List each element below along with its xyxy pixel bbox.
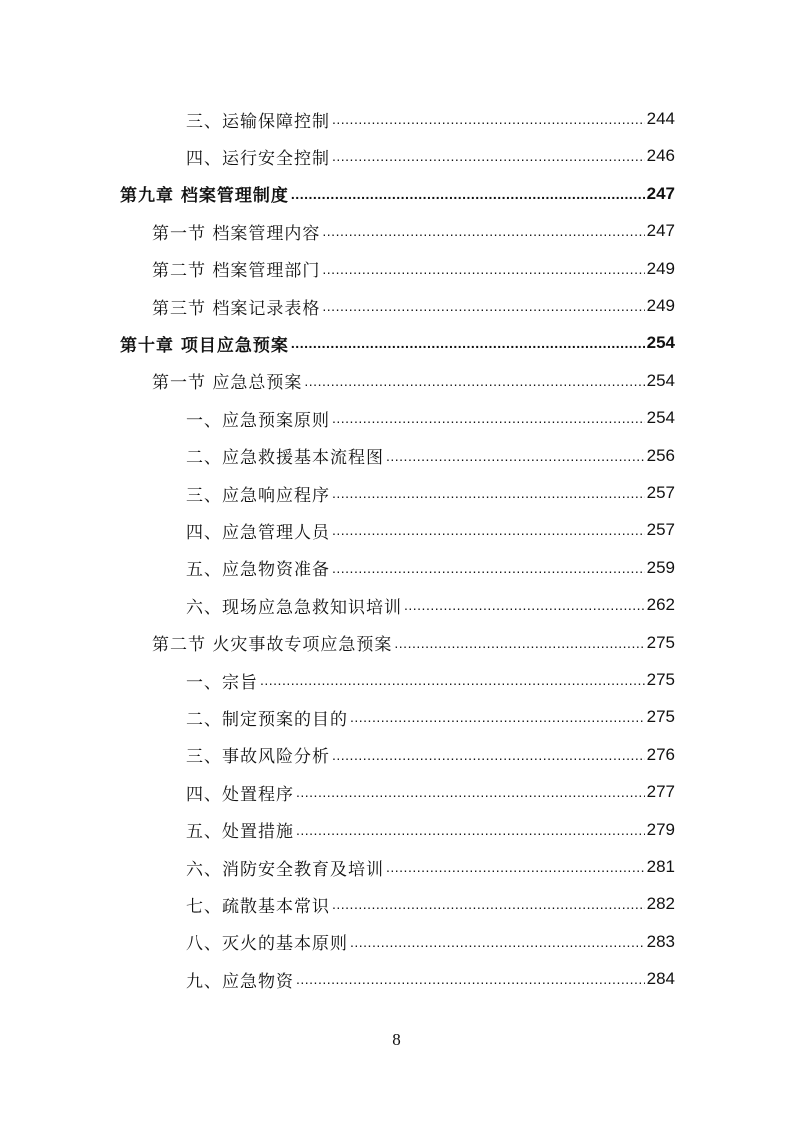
toc-subsection-entry[interactable]	[186, 517, 675, 543]
toc-entry-page: 283	[646, 931, 675, 951]
dot-leader	[332, 148, 645, 164]
toc-entry-title: 第二节 档案管理部门	[152, 261, 321, 282]
toc-subsection-entry[interactable]	[186, 779, 675, 805]
toc-entry-page: 279	[646, 819, 675, 839]
toc-subsection-entry[interactable]	[186, 966, 675, 992]
toc-section-entry[interactable]	[152, 218, 675, 244]
toc-entry-page: 254	[646, 370, 675, 390]
toc-entry-page: 276	[646, 744, 675, 764]
toc-entry-title: 八、灭火的基本原则	[186, 934, 348, 955]
dot-leader	[332, 410, 645, 426]
dot-leader	[386, 448, 645, 464]
toc-chapter-entry[interactable]	[120, 330, 675, 356]
toc-entry-title: 七、疏散基本常识	[186, 896, 330, 917]
toc-entry-page: 249	[646, 258, 675, 278]
dot-leader	[291, 335, 645, 351]
toc-entry-page: 275	[646, 670, 675, 689]
toc-subsection-entry[interactable]	[186, 443, 675, 469]
toc-entry-title: 四、处置程序	[186, 784, 294, 805]
toc-subsection-entry[interactable]	[186, 405, 675, 431]
toc-entry-title: 第九章 档案管理制度	[120, 186, 289, 207]
toc-entry-title: 三、事故风险分析	[186, 747, 330, 768]
toc-section-entry[interactable]	[152, 368, 675, 394]
toc-entry-title: 三、运输保障控制	[186, 111, 330, 132]
toc-entry-page: 254	[646, 408, 675, 428]
dot-leader	[332, 560, 645, 576]
toc-section-entry[interactable]	[152, 630, 675, 656]
toc-entry-title: 九、应急物资	[186, 971, 294, 992]
toc-subsection-entry[interactable]	[186, 592, 675, 618]
toc-subsection-entry[interactable]	[186, 667, 675, 693]
dot-leader	[304, 373, 644, 389]
dot-leader	[350, 709, 645, 725]
page-number: 8	[392, 1030, 401, 1049]
toc-subsection-entry[interactable]	[186, 817, 675, 843]
toc-entry-title: 一、宗旨	[186, 672, 258, 693]
toc-chapter-entry[interactable]	[120, 181, 675, 207]
dot-leader	[296, 822, 645, 838]
toc-entry-title: 四、应急管理人员	[186, 522, 330, 543]
toc-subsection-entry[interactable]	[186, 106, 675, 132]
dot-leader	[394, 635, 644, 651]
toc-entry-page: 277	[646, 782, 675, 802]
toc-entry-title: 六、消防安全教育及培训	[186, 859, 384, 880]
toc-subsection-entry[interactable]	[186, 143, 675, 169]
dot-leader	[291, 186, 645, 202]
toc-subsection-entry[interactable]	[186, 929, 675, 955]
toc-entry-title: 第三节 档案记录表格	[152, 298, 321, 319]
toc-entry-page: 259	[646, 557, 675, 577]
toc-entry-page: 275	[646, 632, 675, 652]
toc-subsection-entry[interactable]	[186, 480, 675, 506]
dot-leader	[332, 522, 645, 538]
toc-section-entry[interactable]	[152, 293, 675, 319]
dot-leader	[260, 672, 645, 688]
toc-entry-page: 257	[646, 520, 675, 540]
toc-entry-page: 262	[646, 595, 675, 615]
toc-entry-page: 257	[646, 483, 675, 502]
toc-subsection-entry[interactable]	[186, 555, 675, 581]
toc-entry-page: 284	[646, 969, 675, 989]
toc-entry-title: 第二节 火灾事故专项应急预案	[152, 635, 393, 656]
dot-leader	[322, 223, 644, 239]
dot-leader	[404, 597, 645, 613]
toc-section-entry[interactable]	[152, 256, 675, 282]
dot-leader	[350, 934, 645, 950]
toc-entry-page: 275	[646, 707, 675, 727]
toc-entry-page: 246	[646, 146, 675, 166]
toc-subsection-entry[interactable]	[186, 742, 675, 768]
toc-entry-title: 第十章 项目应急预案	[120, 335, 289, 356]
toc-entry-page: 256	[646, 445, 675, 465]
toc-subsection-entry[interactable]	[186, 854, 675, 880]
toc-entry-title: 四、运行安全控制	[186, 148, 330, 169]
toc-entry-title: 二、应急救援基本流程图	[186, 448, 384, 469]
toc-entry-title: 第一节 应急总预案	[152, 373, 303, 394]
toc-entry-title: 六、现场应急急救知识培训	[186, 597, 402, 618]
toc-entry-page: 247	[646, 221, 675, 241]
toc-entry-title: 三、应急响应程序	[186, 485, 330, 506]
dot-leader	[322, 261, 644, 277]
toc-entry-page: 244	[646, 109, 675, 128]
toc-subsection-entry[interactable]	[186, 891, 675, 917]
dot-leader	[332, 747, 645, 763]
toc-entry-page: 249	[646, 296, 675, 315]
dot-leader	[332, 485, 645, 501]
dot-leader	[296, 784, 645, 800]
toc-entry-page: 281	[646, 857, 675, 876]
toc-entry-title: 五、处置措施	[186, 822, 294, 843]
toc-entry-title: 第一节 档案管理内容	[152, 223, 321, 244]
dot-leader	[296, 971, 645, 987]
toc-entry-title: 五、应急物资准备	[186, 560, 330, 581]
toc-subsection-entry[interactable]	[186, 704, 675, 730]
toc-entry-page: 254	[646, 333, 675, 353]
dot-leader	[322, 298, 644, 314]
dot-leader	[332, 111, 645, 127]
toc-entry-page: 247	[646, 183, 675, 203]
toc-entry-page: 282	[646, 894, 675, 914]
toc-entry-title: 二、制定预案的目的	[186, 709, 348, 730]
dot-leader	[386, 859, 645, 875]
dot-leader	[332, 896, 645, 912]
toc-entry-title: 一、应急预案原则	[186, 410, 330, 431]
